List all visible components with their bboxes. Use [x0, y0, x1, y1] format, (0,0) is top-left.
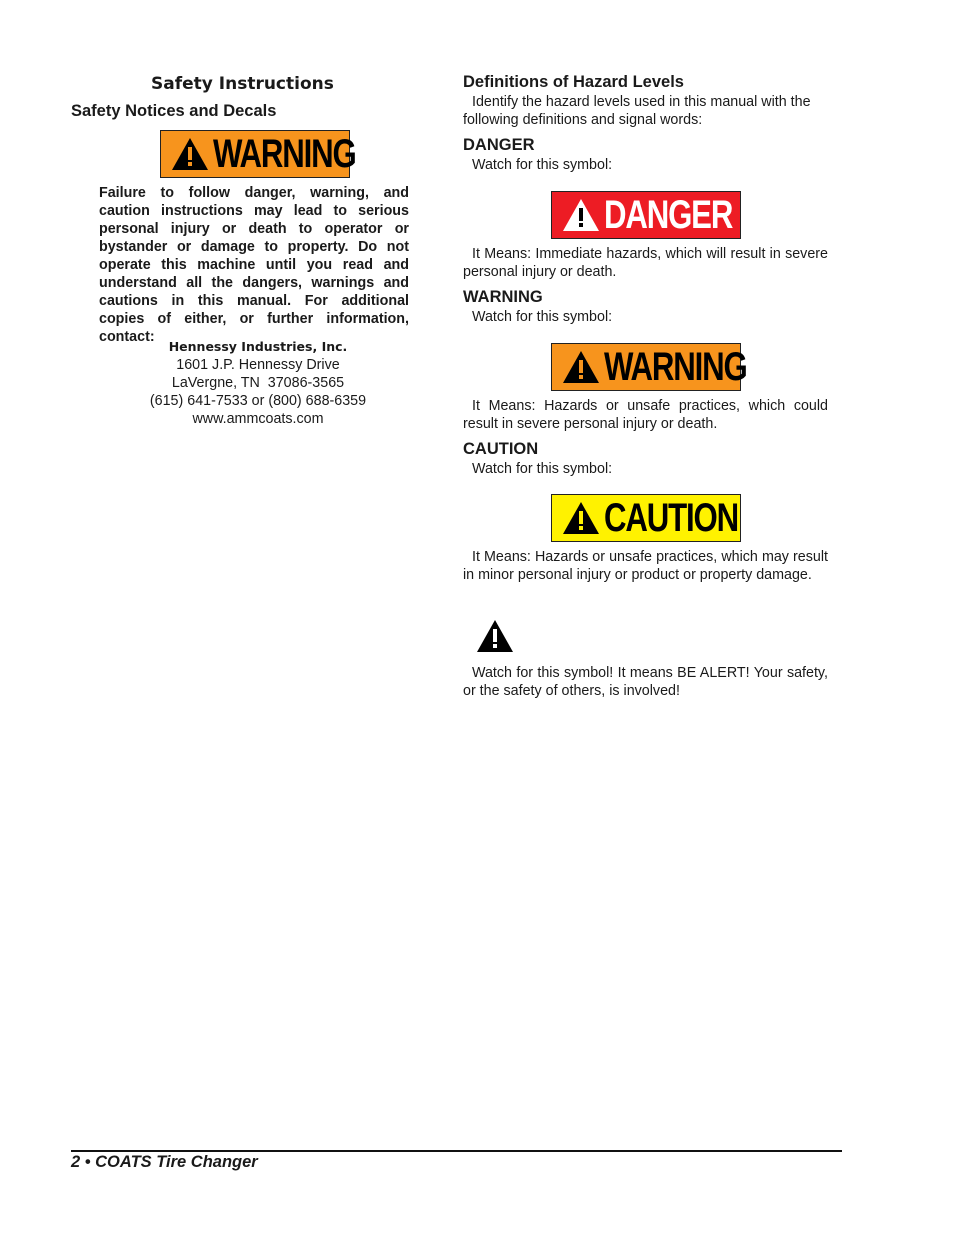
- warning-decal-left: [160, 130, 356, 178]
- warning-triangle-icon: [562, 350, 600, 384]
- alert-triangle-icon: [476, 619, 514, 653]
- danger-watch: Watch for this symbol:: [472, 157, 613, 173]
- danger-triangle-icon: [562, 198, 600, 232]
- danger-meaning: It Means: Immediate hazards, which will result in severe personal injury or death.: [463, 246, 828, 280]
- decal-word: DANGER: [604, 193, 733, 237]
- warning-triangle-icon: [171, 137, 209, 171]
- alert-text: Watch for this symbol! It means BE ALERT! Your safety, or the safety of others, is involved!: [463, 665, 828, 699]
- decal-word: WARNING: [213, 132, 356, 176]
- page-footer: 2 • COATS Tire Changer: [71, 1153, 258, 1171]
- definitions-intro: Identify the hazard levels used in this manual with the following definitions and signal words:: [463, 94, 811, 128]
- website: www.ammcoats.com: [192, 411, 324, 427]
- warning-meaning: It Means: Hazards or unsafe practices, which could result in severe personal injury or death.: [463, 398, 828, 432]
- caution-watch: Watch for this symbol:: [472, 461, 613, 477]
- phone-numbers: (615) 641-7533 or (800) 688-6359: [149, 393, 367, 409]
- company-name: Hennessy Industries, Inc.: [168, 339, 348, 354]
- section-heading: Safety Instructions: [151, 74, 334, 94]
- subsection-heading: Safety Notices and Decals: [71, 102, 277, 120]
- warning-decal: [551, 343, 747, 391]
- address-line-2: LaVergne, TN 37086-3565: [171, 375, 345, 391]
- danger-label: DANGER: [463, 136, 535, 154]
- decal-word: CAUTION: [604, 496, 738, 540]
- caution-label: CAUTION: [463, 440, 539, 458]
- footer-rule: [71, 1150, 842, 1152]
- caution-triangle-icon: [562, 501, 600, 535]
- warning-label: WARNING: [463, 288, 543, 306]
- caution-meaning: It Means: Hazards or unsafe practices, which may result in minor personal injury or product or property damage.: [463, 549, 828, 583]
- warning-watch: Watch for this symbol:: [472, 309, 613, 325]
- definitions-heading: Definitions of Hazard Levels: [463, 73, 684, 91]
- caution-decal: [551, 494, 741, 542]
- decal-word: WARNING: [604, 345, 747, 389]
- address-line-1: 1601 J.P. Hennessy Drive: [176, 357, 340, 373]
- danger-decal: [551, 191, 741, 239]
- warning-paragraph: Failure to follow danger, warning, and caution instructions may lead to serious personal injury or death to operator or bystander or damage to property. Do not operate this machine until you read and understand all the dangers, warnings and cautions in this manual. For additional copies of either, or further information, contact:: [99, 185, 409, 345]
